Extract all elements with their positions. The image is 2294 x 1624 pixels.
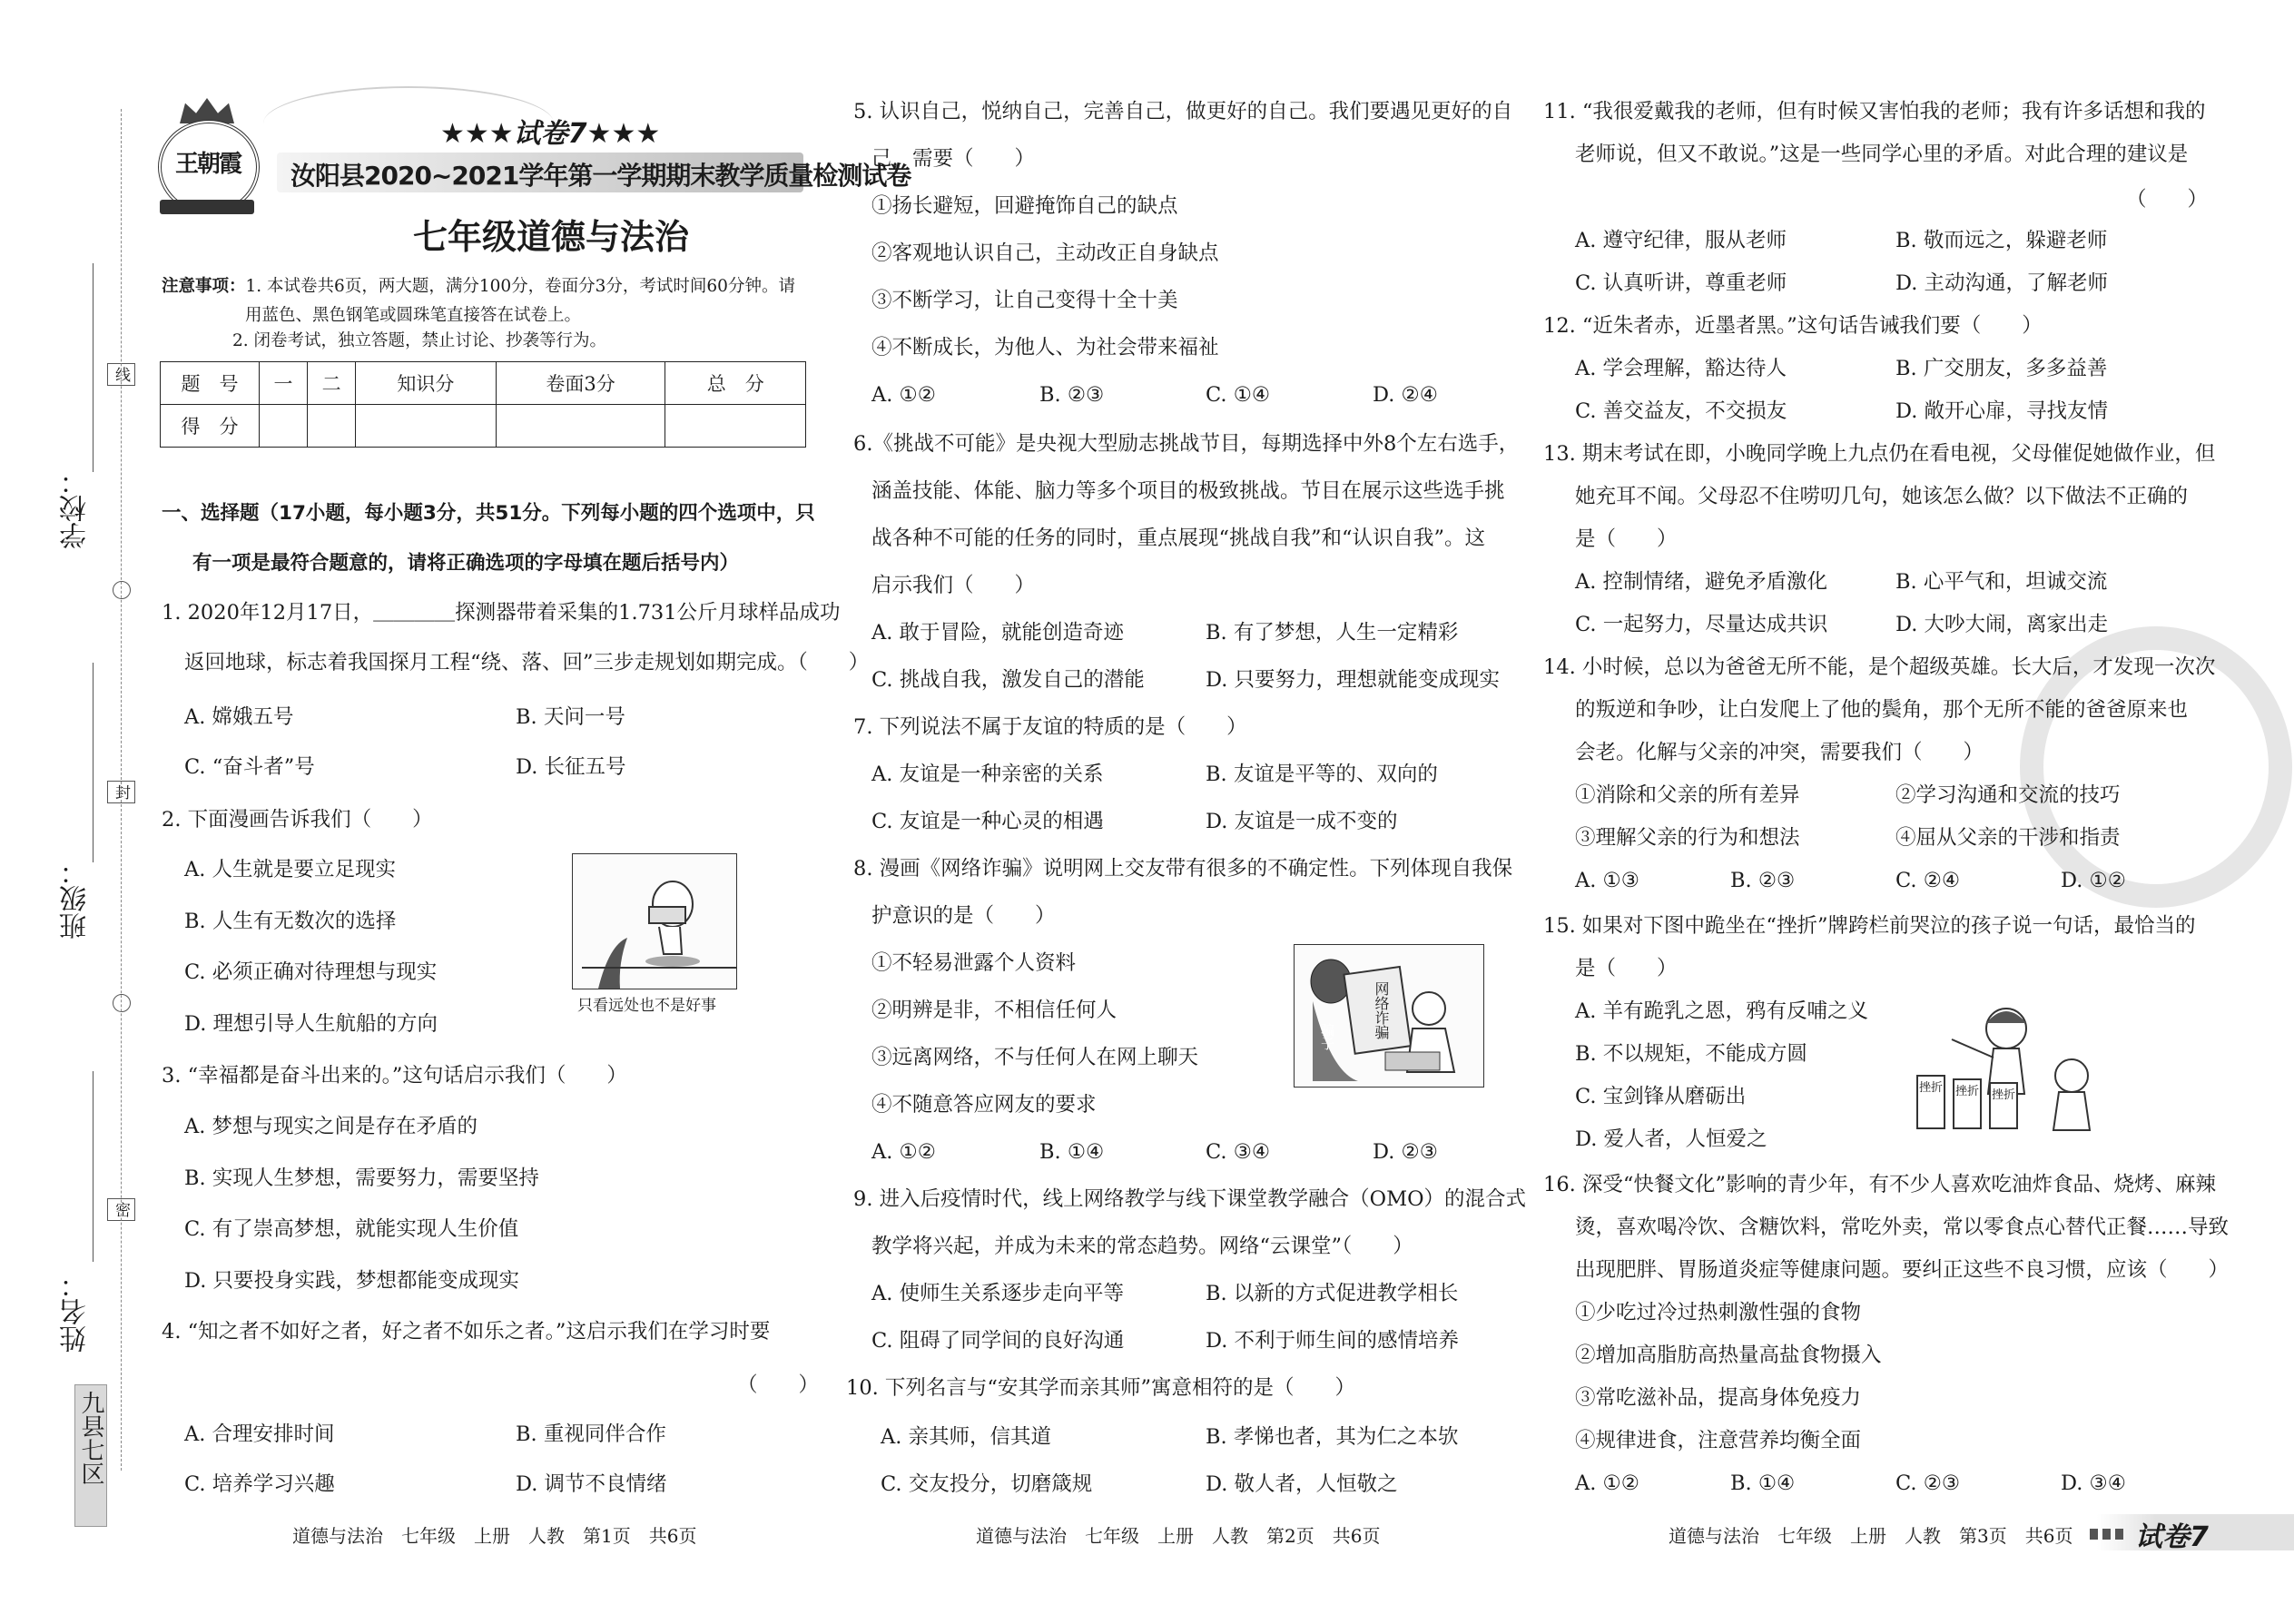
q11-option-c[interactable]: C. 认真听讲，尊重老师 bbox=[1575, 271, 1787, 295]
q3-option-d[interactable]: D. 只要投身实践，梦想都能变成现实 bbox=[184, 1269, 520, 1293]
q5-stem-2: 己，需要（ ） bbox=[871, 147, 1036, 171]
q13-stem-3: 是（ ） bbox=[1575, 527, 1678, 551]
q14-stem-3: 会老。化解与父亲的冲突，需要我们（ ） bbox=[1575, 741, 1984, 764]
q16-option-b[interactable]: B. ①④ bbox=[1730, 1471, 1796, 1495]
q12-option-d[interactable]: D. 敞开心扉，寻找友情 bbox=[1895, 399, 2109, 423]
q14-option-c[interactable]: C. ②④ bbox=[1895, 869, 1961, 892]
q5-item-2: ②客观地认识自己，主动改正自身缺点 bbox=[871, 241, 1219, 265]
q2-option-c[interactable]: C. 必须正确对待理想与现实 bbox=[184, 960, 438, 984]
q14-item-1: ①消除和父亲的所有差异 bbox=[1575, 783, 1800, 807]
q8-option-a[interactable]: A. ①② bbox=[871, 1140, 936, 1164]
q9-stem-2: 教学将兴起，并成为未来的常态趋势。网络“云课堂”（ ） bbox=[871, 1235, 1413, 1258]
q3-option-b[interactable]: B. 实现人生梦想，需要努力，需要坚持 bbox=[184, 1166, 539, 1190]
q1-option-b[interactable]: B. 天问一号 bbox=[516, 705, 625, 729]
exam-series: ★★★试卷7★★★ bbox=[440, 118, 661, 150]
q9-option-a[interactable]: A. 使师生关系逐步走向平等 bbox=[871, 1282, 1125, 1305]
q7-option-c[interactable]: C. 友谊是一种心灵的相遇 bbox=[871, 810, 1104, 833]
q14-option-b[interactable]: B. ②③ bbox=[1730, 869, 1796, 892]
q6-stem-2: 涵盖技能、体能、脑力等多个项目的极致挑战。节目在展示这些选手挑 bbox=[871, 479, 1505, 503]
q14-stem-2: 的叛逆和争吵，让白发爬上了他的鬓角，那个无所不能的爸爸原来也 bbox=[1575, 698, 2189, 722]
q5-option-c[interactable]: C. ①④ bbox=[1206, 383, 1271, 407]
q6-stem-4: 启示我们（ ） bbox=[871, 574, 1036, 597]
footer-tag-squares bbox=[2090, 1529, 2124, 1540]
score-cell: 题 号 bbox=[161, 362, 260, 405]
q16-option-d[interactable]: D. ③④ bbox=[2061, 1471, 2126, 1495]
hurdles-children-icon bbox=[1915, 1003, 2097, 1139]
q1-option-d[interactable]: D. 长征五号 bbox=[516, 755, 626, 779]
score-input[interactable] bbox=[665, 405, 806, 448]
q2-option-a[interactable]: A. 人生就是要立足现实 bbox=[184, 858, 397, 881]
q16-item-4: ④规律进食，注意营养均衡全面 bbox=[1575, 1429, 1862, 1452]
q2-cartoon bbox=[572, 853, 737, 989]
q15-option-b[interactable]: B. 不以规矩，不能成方圆 bbox=[1575, 1042, 1807, 1066]
score-value-row bbox=[161, 405, 806, 448]
school-label: 学校： bbox=[60, 468, 92, 549]
q16-item-1: ①少吃过冷过热刺激性强的食物 bbox=[1575, 1301, 1862, 1324]
score-cell: 一 bbox=[260, 362, 308, 405]
q13-stem-1: 13. 期末考试在即，小晚同学晚上九点仍在看电视，父母催促她做作业，但 bbox=[1543, 442, 2216, 466]
q4-answer-blank[interactable]: （ ） bbox=[737, 1373, 820, 1397]
class-line bbox=[93, 663, 94, 862]
q4-option-c[interactable]: C. 培养学习兴趣 bbox=[184, 1472, 335, 1496]
section1-line-1: 一、选择题（17小题，每小题3分，共51分。下列每小题的四个选项中，只 bbox=[162, 502, 815, 525]
q16-option-a[interactable]: A. ①② bbox=[1575, 1471, 1639, 1495]
q1-stem-2: 返回地球，标志着我国探月工程“绕、落、回”三步走规划如期完成。（ ） bbox=[184, 651, 870, 674]
binding-mark-seal: 封 bbox=[107, 781, 135, 803]
q2-option-d[interactable]: D. 理想引导人生航船的方向 bbox=[184, 1012, 438, 1036]
q16-item-2: ②增加高脂肪高热量高盐食物摄入 bbox=[1575, 1343, 1882, 1367]
score-input[interactable] bbox=[356, 405, 496, 448]
q6-option-a[interactable]: A. 敢于冒险，就能创造奇迹 bbox=[871, 621, 1125, 645]
footer-page-1: 道德与法治 七年级 上册 人教 第1页 共6页 bbox=[292, 1525, 697, 1547]
q8-board-label: 网络诈骗 bbox=[1373, 981, 1390, 1039]
q4-stem: 4. “知之者不如好之者，好之者不如乐之者。”这启示我们在学习时要 bbox=[162, 1320, 771, 1343]
q5-stem-1: 5. 认识自己，悦纳自己，完善自己，做更好的自己。我们要遇见更好的自 bbox=[853, 100, 1513, 123]
q15-stem-2: 是（ ） bbox=[1575, 957, 1678, 980]
subject-title: 七年级道德与法治 bbox=[413, 217, 690, 257]
notes-line-1 bbox=[162, 272, 795, 300]
score-cell: 知识分 bbox=[356, 362, 496, 405]
notes-text-1: 1. 本试卷共6页，两大题，满分100分，卷面分3分，考试时间60分钟。请 bbox=[245, 277, 795, 296]
q8-cartoon bbox=[1294, 944, 1484, 1088]
q10-stem: 10. 下列名言与“安其学而亲其师”寓意相符的是（ ） bbox=[846, 1376, 1355, 1400]
q1-stem-1: 1. 2020年12月17日，＿＿＿＿探测器带着采集的1.731公斤月球样品成功 bbox=[162, 601, 841, 625]
binding-mark-secret: 密 bbox=[107, 1198, 135, 1221]
q3-option-a[interactable]: A. 梦想与现实之间是存在矛盾的 bbox=[184, 1115, 478, 1138]
q13-option-d[interactable]: D. 大吵大闹，离家出走 bbox=[1895, 613, 2109, 636]
q3-stem: 3. “幸福都是奋斗出来的。”这句话启示我们（ ） bbox=[162, 1064, 627, 1088]
q1-option-c[interactable]: C. “奋斗者”号 bbox=[184, 755, 315, 779]
q1-option-a[interactable]: A. 嫦娥五号 bbox=[184, 705, 294, 729]
binding-strip bbox=[0, 0, 136, 1624]
q13-stem-2: 她充耳不闻。父母忍不住唠叨几句，她该怎么做？以下做法不正确的 bbox=[1575, 485, 2189, 508]
q16-stem-2: 烫，喜欢喝冷饮、含糖饮料，常吃外卖，常以零食点心替代正餐……导致 bbox=[1575, 1216, 2230, 1239]
score-cell: 得 分 bbox=[161, 405, 260, 448]
q5-item-4: ④不断成长，为他人、为社会带来福祉 bbox=[871, 336, 1219, 359]
footer-page-2: 道德与法治 七年级 上册 人教 第2页 共6页 bbox=[976, 1525, 1381, 1547]
logo-text: 王朝霞 bbox=[174, 151, 241, 178]
q11-option-d[interactable]: D. 主动沟通，了解老师 bbox=[1895, 271, 2109, 295]
q5-option-d[interactable]: D. ②④ bbox=[1373, 383, 1438, 407]
name-label: 姓名： bbox=[60, 1271, 92, 1353]
hurdle-label-3: 挫折 bbox=[1992, 1088, 2016, 1102]
q8-option-c[interactable]: C. ③④ bbox=[1206, 1140, 1271, 1164]
q10-option-a[interactable]: A. 亲其师，信其道 bbox=[881, 1425, 1052, 1449]
q12-option-c[interactable]: C. 善交益友，不交损友 bbox=[1575, 399, 1787, 423]
telescope-figure-icon bbox=[573, 854, 736, 989]
q10-option-c[interactable]: C. 交友投分，切磨箴规 bbox=[881, 1472, 1093, 1496]
q6-stem-3: 战各种不可能的任务的同时，重点展现“挑战自我”和“认识自我”。这 bbox=[871, 527, 1486, 550]
score-input[interactable] bbox=[496, 405, 665, 448]
q8-item-1: ①不轻易泄露个人资料 bbox=[871, 951, 1077, 975]
q14-item-3: ③理解父亲的行为和想法 bbox=[1575, 826, 1800, 850]
circle-mark-1 bbox=[113, 581, 131, 599]
q7-option-b[interactable]: B. 友谊是平等的、双向的 bbox=[1206, 763, 1438, 786]
notes-line-3: 2. 闭卷考试，独立答题，禁止讨论、抄袭等行为。 bbox=[232, 331, 607, 350]
q11-stem-1: 11. “我很爱戴我的老师，但有时候又害怕我的老师；我有许多话想和我的 bbox=[1543, 100, 2206, 123]
q11-answer-blank[interactable]: （ ） bbox=[2126, 188, 2209, 212]
q10-option-d[interactable]: D. 敬人者，人恒敬之 bbox=[1206, 1472, 1398, 1496]
q14-item-2: ②学习沟通和交流的技巧 bbox=[1895, 783, 2121, 807]
score-table bbox=[160, 361, 806, 448]
q15-option-c[interactable]: C. 宝剑锋从磨砺出 bbox=[1575, 1085, 1747, 1108]
q14-option-a[interactable]: A. ①③ bbox=[1575, 869, 1639, 892]
q6-option-d[interactable]: D. 只要努力，理想就能变成现实 bbox=[1206, 668, 1501, 692]
q6-option-c[interactable]: C. 挑战自我，激发自己的潜能 bbox=[871, 668, 1145, 692]
circle-mark-2 bbox=[113, 994, 131, 1012]
q3-option-c[interactable]: C. 有了崇高梦想，就能实现人生价值 bbox=[184, 1217, 519, 1241]
q13-option-c[interactable]: C. 一起努力，尽量达成共识 bbox=[1575, 613, 1828, 636]
q8-item-2: ②明辨是非，不相信任何人 bbox=[871, 999, 1117, 1022]
q5-item-1: ①扬长避短，回避掩饰自己的缺点 bbox=[871, 194, 1178, 218]
q16-option-c[interactable]: C. ②③ bbox=[1895, 1471, 1961, 1495]
hurdle-label-1: 挫折 bbox=[1919, 1081, 1944, 1095]
q7-stem: 7. 下列说法不属于友谊的特质的是（ ） bbox=[853, 715, 1247, 739]
q9-option-d[interactable]: D. 不利于师生间的感情培养 bbox=[1206, 1329, 1460, 1353]
q8-option-d[interactable]: D. ②③ bbox=[1373, 1140, 1438, 1164]
q5-item-3: ③不断学习，让自己变得十全十美 bbox=[871, 289, 1178, 312]
score-header-row bbox=[161, 362, 806, 405]
logo-badge bbox=[153, 98, 261, 218]
class-label: 班级： bbox=[60, 858, 92, 940]
name-line bbox=[93, 1071, 94, 1262]
q7-option-a[interactable]: A. 友谊是一种亲密的关系 bbox=[871, 763, 1104, 786]
q4-option-a[interactable]: A. 合理安排时间 bbox=[184, 1422, 335, 1446]
q11-stem-2: 老师说，但又不敢说。”这是一些同学心里的矛盾。对此合理的建议是 bbox=[1575, 143, 2189, 166]
q13-option-b[interactable]: B. 心平气和，坦诚交流 bbox=[1895, 570, 2108, 594]
score-input[interactable] bbox=[308, 405, 356, 448]
q8-item-4: ④不随意答应网友的要求 bbox=[871, 1093, 1097, 1117]
binding-mark-line: 线 bbox=[107, 363, 135, 386]
q16-item-3: ③常吃滋补品，提高身体免疫力 bbox=[1575, 1386, 1862, 1410]
q5-option-a[interactable]: A. ①② bbox=[871, 383, 936, 407]
notes-label: 注意事项： bbox=[162, 277, 246, 296]
region-label: 九县七区 bbox=[77, 1391, 104, 1485]
q8-option-b[interactable]: B. ①④ bbox=[1039, 1140, 1105, 1164]
score-cell: 卷面3分 bbox=[496, 362, 665, 405]
footer-tag: 试卷7 bbox=[2135, 1521, 2209, 1553]
q8-stem-1: 8. 漫画《网络诈骗》说明网上交友带有很多的不确定性。下列体现自我保 bbox=[853, 857, 1513, 881]
q12-option-b[interactable]: B. 广交朋友，多多益善 bbox=[1895, 357, 2108, 380]
q16-stem-3: 出现肥胖、胃肠道炎症等健康问题。要纠正这些不良习惯，应该（ ） bbox=[1575, 1258, 2230, 1282]
q9-option-b[interactable]: B. 以新的方式促进教学相长 bbox=[1206, 1282, 1459, 1305]
q9-stem-1: 9. 进入后疫情时代，线上网络教学与线下课堂教学融合（OMO）的混合式 bbox=[853, 1187, 1527, 1211]
notes-line-2: 用蓝色、黑色钢笔或圆珠笔直接答在试卷上。 bbox=[245, 306, 582, 325]
section1-line-2: 有一项是最符合题意的，请将正确选项的字母填在题后括号内） bbox=[192, 552, 740, 575]
school-line bbox=[93, 263, 94, 472]
q15-stem-1: 15. 如果对下图中跪坐在“挫折”牌跨栏前哭泣的孩子说一句话，最恰当的 bbox=[1543, 914, 2196, 938]
q14-option-d[interactable]: D. ①② bbox=[2061, 869, 2126, 892]
score-input[interactable] bbox=[260, 405, 308, 448]
q16-stem-1: 16. 深受“快餐文化”影响的青少年，有不少人喜欢吃油炸食品、烧烤、麻辣 bbox=[1543, 1173, 2216, 1196]
q11-option-a[interactable]: A. 遵守纪律，服从老师 bbox=[1575, 229, 1787, 252]
q4-option-d[interactable]: D. 调节不良情绪 bbox=[516, 1472, 667, 1496]
q14-stem-1: 14. 小时候，总以为爸爸无所不能，是个超级英雄。长大后，才发现一次次 bbox=[1543, 655, 2216, 679]
q8-tag-label: 骗子 bbox=[1319, 1023, 1335, 1050]
logo-ribbon bbox=[160, 200, 254, 214]
q12-option-a[interactable]: A. 学会理解，豁达待人 bbox=[1575, 357, 1787, 380]
q5-option-b[interactable]: B. ②③ bbox=[1039, 383, 1105, 407]
q9-option-c[interactable]: C. 阻碍了同学间的良好沟通 bbox=[871, 1329, 1125, 1353]
q11-option-b[interactable]: B. 敬而远之，躲避老师 bbox=[1895, 229, 2108, 252]
region-box bbox=[74, 1384, 107, 1527]
q6-option-b[interactable]: B. 有了梦想，人生一定精彩 bbox=[1206, 621, 1459, 645]
q8-stem-2: 护意识的是（ ） bbox=[871, 904, 1056, 928]
q8-item-3: ③远离网络，不与任何人在网上聊天 bbox=[871, 1046, 1199, 1069]
q15-option-a[interactable]: A. 羊有跪乳之恩，鸦有反哺之义 bbox=[1575, 999, 1869, 1023]
q15-cartoon bbox=[1915, 1003, 2097, 1139]
score-cell: 总 分 bbox=[665, 362, 806, 405]
binding-dotted-line bbox=[121, 109, 122, 1471]
q2-option-b[interactable]: B. 人生有无数次的选择 bbox=[184, 910, 397, 933]
q10-option-b[interactable]: B. 孝悌也者，其为仁之本欤 bbox=[1206, 1425, 1459, 1449]
q7-option-d[interactable]: D. 友谊是一成不变的 bbox=[1206, 810, 1398, 833]
q12-stem: 12. “近朱者赤，近墨者黑。”这句话告诫我们要（ ） bbox=[1543, 314, 2043, 338]
q2-stem: 2. 下面漫画告诉我们（ ） bbox=[162, 808, 433, 832]
q2-cartoon-caption: 只看远处也不是好事 bbox=[577, 997, 716, 1015]
q4-option-b[interactable]: B. 重视同伴合作 bbox=[516, 1422, 666, 1446]
q13-option-a[interactable]: A. 控制情绪，避免矛盾激化 bbox=[1575, 570, 1828, 594]
q14-item-4: ④屈从父亲的干涉和指责 bbox=[1895, 826, 2121, 850]
hurdle-label-2: 挫折 bbox=[1955, 1085, 1980, 1098]
score-cell: 二 bbox=[308, 362, 356, 405]
q6-stem-1: 6.《挑战不可能》是央视大型励志挑战节目，每期选择中外8个左右选手， bbox=[853, 432, 1520, 456]
q15-option-d[interactable]: D. 爱人者，人恒爱之 bbox=[1575, 1127, 1767, 1151]
footer-page-3: 道德与法治 七年级 上册 人教 第3页 共6页 bbox=[1669, 1525, 2073, 1547]
exam-title: 汝阳县2020~2021学年第一学期期末教学质量检测试卷 bbox=[290, 161, 911, 191]
